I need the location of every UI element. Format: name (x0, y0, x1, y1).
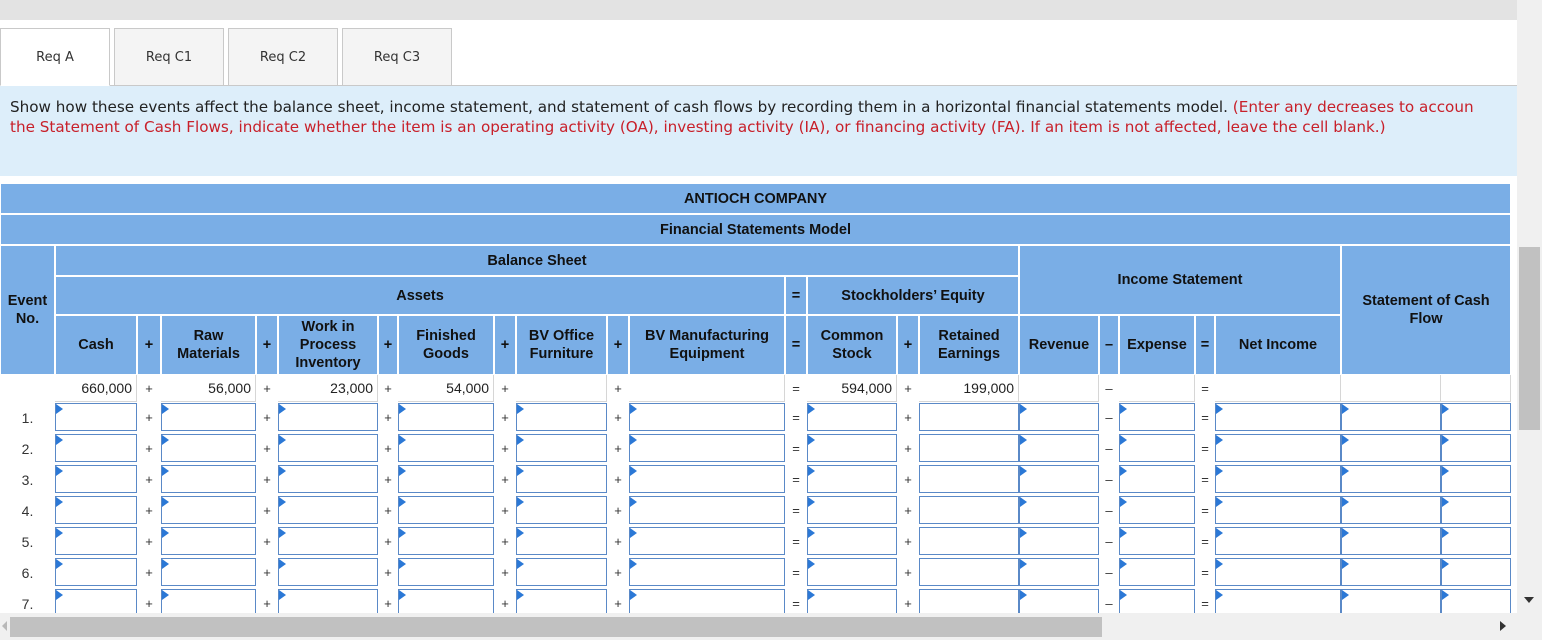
op-minus: – (1099, 495, 1119, 526)
event-expense-input[interactable] (1119, 527, 1195, 555)
scroll-down-icon[interactable] (1524, 597, 1534, 603)
event-raw-materials-input[interactable] (161, 589, 256, 613)
op-plus: + (378, 375, 398, 402)
tab-req-c3[interactable]: Req C3 (342, 28, 452, 86)
event-common-stock-input[interactable] (807, 527, 897, 555)
op-plus: + (897, 375, 919, 402)
event-bv-office-furniture-input[interactable] (516, 589, 607, 613)
equity-header: Stockholders’ Equity (807, 276, 1019, 315)
event-cash-input[interactable] (55, 465, 137, 493)
op-plus: + (137, 433, 161, 464)
op-plus: + (378, 557, 398, 588)
event-cash-flow-amount-input[interactable] (1341, 527, 1441, 555)
begin-raw-materials: 56,000 (161, 375, 256, 402)
event-cash-flow-activity-input[interactable] (1441, 434, 1511, 462)
event-finished-goods-input[interactable] (398, 527, 494, 555)
op-plus: + (607, 464, 629, 495)
col-net-income: Net Income (1215, 315, 1341, 375)
event-retained-earnings-input[interactable] (919, 589, 1019, 613)
event-net-income-input[interactable] (1215, 434, 1341, 462)
op-plus: + (137, 464, 161, 495)
op-plus: + (256, 433, 278, 464)
event-work-in-process-input[interactable] (278, 434, 378, 462)
op-plus: + (897, 557, 919, 588)
event-bv-manufacturing-equipment-input[interactable] (629, 558, 785, 586)
event-raw-materials-input[interactable] (161, 527, 256, 555)
event-revenue-input[interactable] (1019, 589, 1099, 613)
op-plus: + (256, 495, 278, 526)
cash-flow-header: Statement of Cash Flow (1341, 245, 1511, 375)
begin-expense (1119, 375, 1195, 402)
op-plus: + (256, 375, 278, 402)
event-finished-goods-input[interactable] (398, 465, 494, 493)
op-plus: + (897, 588, 919, 613)
event-number: 7. (0, 588, 55, 613)
event-net-income-input[interactable] (1215, 527, 1341, 555)
event-revenue-input[interactable] (1019, 558, 1099, 586)
equals-sign: = (1195, 315, 1215, 375)
event-revenue-input[interactable] (1019, 496, 1099, 524)
col-common-stock: Common Stock (807, 315, 897, 375)
instructions-note-cont: the Statement of Cash Flows, indicate whether the item is an operating activity (OA), investing activity (IA), or financing activity (FA). If an item is not affected, leave the cell blank.) (10, 118, 1386, 136)
event-common-stock-input[interactable] (807, 434, 897, 462)
event-cash-flow-amount-input[interactable] (1341, 434, 1441, 462)
event-bv-office-furniture-input[interactable] (516, 527, 607, 555)
begin-cash-flow-amount (1341, 375, 1441, 402)
event-expense-input[interactable] (1119, 434, 1195, 462)
event-retained-earnings-input[interactable] (919, 465, 1019, 493)
op-plus: + (897, 315, 919, 375)
op-minus: – (1099, 557, 1119, 588)
event-common-stock-input[interactable] (807, 589, 897, 613)
model-title: Financial Statements Model (0, 214, 1511, 245)
event-revenue-input[interactable] (1019, 434, 1099, 462)
event-work-in-process-input[interactable] (278, 465, 378, 493)
begin-work-in-process: 23,000 (278, 375, 378, 402)
event-cash-flow-activity-input[interactable] (1441, 465, 1511, 493)
equals-sign: = (1195, 375, 1215, 402)
event-number: 6. (0, 557, 55, 588)
event-work-in-process-input[interactable] (278, 589, 378, 613)
op-plus: + (494, 402, 516, 433)
instructions-main: Show how these events affect the balance sheet, income statement, and statement of cash flows by recording them in a horizontal financial statements model. (10, 98, 1228, 116)
op-plus: + (494, 315, 516, 375)
op-minus: – (1099, 588, 1119, 613)
tab-req-c1[interactable]: Req C1 (114, 28, 224, 86)
col-retained-earnings: Retained Earnings (919, 315, 1019, 375)
col-finished-goods: Finished Goods (398, 315, 494, 375)
begin-retained-earnings: 199,000 (919, 375, 1019, 402)
event-bv-office-furniture-input[interactable] (516, 403, 607, 431)
col-raw-materials: Raw Materials (161, 315, 256, 375)
event-common-stock-input[interactable] (807, 558, 897, 586)
op-plus: + (256, 557, 278, 588)
op-minus: – (1099, 526, 1119, 557)
event-number: 1. (0, 402, 55, 433)
event-work-in-process-input[interactable] (278, 496, 378, 524)
begin-cash-flow-activity (1441, 375, 1511, 402)
event-number: 3. (0, 464, 55, 495)
equals-sign: = (1195, 433, 1215, 464)
event-finished-goods-input[interactable] (398, 558, 494, 586)
event-net-income-input[interactable] (1215, 403, 1341, 431)
event-cash-flow-activity-input[interactable] (1441, 403, 1511, 431)
op-plus: + (494, 526, 516, 557)
tab-req-c2[interactable]: Req C2 (228, 28, 338, 86)
event-common-stock-input[interactable] (807, 403, 897, 431)
op-plus: + (378, 526, 398, 557)
op-plus: + (607, 557, 629, 588)
op-minus: – (1099, 315, 1119, 375)
equals-sign: = (785, 433, 807, 464)
event-bv-manufacturing-equipment-input[interactable] (629, 527, 785, 555)
event-cash-input[interactable] (55, 527, 137, 555)
col-bv-manufacturing-equipment: BV Manufacturing Equipment (629, 315, 785, 375)
event-common-stock-input[interactable] (807, 496, 897, 524)
op-plus: + (137, 588, 161, 613)
op-plus: + (137, 375, 161, 402)
event-cash-input[interactable] (55, 403, 137, 431)
event-bv-office-furniture-input[interactable] (516, 465, 607, 493)
income-statement-header: Income Statement (1019, 245, 1341, 315)
op-plus: + (378, 315, 398, 375)
op-plus: + (607, 588, 629, 613)
op-plus: + (494, 464, 516, 495)
equals-sign: = (785, 588, 807, 613)
event-number: 5. (0, 526, 55, 557)
event-raw-materials-input[interactable] (161, 403, 256, 431)
event-common-stock-input[interactable] (807, 465, 897, 493)
event-work-in-process-input[interactable] (278, 527, 378, 555)
op-plus: + (137, 315, 161, 375)
event-raw-materials-input[interactable] (161, 496, 256, 524)
op-plus: + (897, 495, 919, 526)
op-plus: + (378, 402, 398, 433)
col-work-in-process: Work in Process Inventory (278, 315, 378, 375)
event-cash-flow-activity-input[interactable] (1441, 496, 1511, 524)
event-raw-materials-input[interactable] (161, 465, 256, 493)
company-title: ANTIOCH COMPANY (0, 183, 1511, 214)
op-plus: + (494, 557, 516, 588)
event-expense-input[interactable] (1119, 465, 1195, 493)
event-revenue-input[interactable] (1019, 403, 1099, 431)
event-cash-flow-amount-input[interactable] (1341, 465, 1441, 493)
event-cash-flow-activity-input[interactable] (1441, 558, 1511, 586)
begin-finished-goods: 54,000 (398, 375, 494, 402)
op-minus: – (1099, 464, 1119, 495)
equals-sign: = (785, 557, 807, 588)
event-cash-input[interactable] (55, 496, 137, 524)
col-expense: Expense (1119, 315, 1195, 375)
begin-bv-manufacturing-equipment (629, 375, 785, 402)
equals-sign: = (1195, 464, 1215, 495)
scroll-right-icon[interactable] (1500, 621, 1506, 631)
event-work-in-process-input[interactable] (278, 558, 378, 586)
op-plus: + (137, 526, 161, 557)
op-minus: – (1099, 433, 1119, 464)
op-plus: + (137, 495, 161, 526)
event-cash-input[interactable] (55, 434, 137, 462)
event-retained-earnings-input[interactable] (919, 403, 1019, 431)
op-plus: + (607, 375, 629, 402)
event-retained-earnings-input[interactable] (919, 527, 1019, 555)
op-plus: + (256, 315, 278, 375)
vertical-scroll-thumb[interactable] (1519, 247, 1540, 430)
op-plus: + (378, 464, 398, 495)
event-finished-goods-input[interactable] (398, 403, 494, 431)
equals-sign: = (785, 402, 807, 433)
op-plus: + (494, 375, 516, 402)
horizontal-scroll-thumb[interactable] (10, 617, 1102, 637)
event-raw-materials-input[interactable] (161, 434, 256, 462)
op-plus: + (897, 526, 919, 557)
op-plus: + (607, 402, 629, 433)
op-plus: + (897, 433, 919, 464)
event-revenue-input[interactable] (1019, 527, 1099, 555)
event-retained-earnings-input[interactable] (919, 434, 1019, 462)
op-plus: + (256, 588, 278, 613)
op-plus: + (494, 495, 516, 526)
op-plus: + (897, 402, 919, 433)
event-net-income-input[interactable] (1215, 589, 1341, 613)
event-cash-flow-activity-input[interactable] (1441, 527, 1511, 555)
event-retained-earnings-input[interactable] (919, 496, 1019, 524)
equals-sign: = (785, 375, 807, 402)
op-plus: + (607, 433, 629, 464)
op-plus: + (256, 402, 278, 433)
op-plus: + (378, 433, 398, 464)
event-finished-goods-input[interactable] (398, 589, 494, 613)
event-bv-manufacturing-equipment-input[interactable] (629, 589, 785, 613)
op-plus: + (378, 495, 398, 526)
equals-sign: = (1195, 588, 1215, 613)
event-net-income-input[interactable] (1215, 496, 1341, 524)
op-plus: + (256, 526, 278, 557)
event-bv-office-furniture-input[interactable] (516, 558, 607, 586)
begin-net-income (1215, 375, 1341, 402)
begin-revenue (1019, 375, 1099, 402)
col-bv-office-furniture: BV Office Furniture (516, 315, 607, 375)
event-bv-manufacturing-equipment-input[interactable] (629, 403, 785, 431)
equals-sign: = (1195, 402, 1215, 433)
event-bv-manufacturing-equipment-input[interactable] (629, 465, 785, 493)
assets-header: Assets (55, 276, 785, 315)
op-plus: + (378, 588, 398, 613)
equals-sign: = (1195, 495, 1215, 526)
event-finished-goods-input[interactable] (398, 434, 494, 462)
event-bv-manufacturing-equipment-input[interactable] (629, 496, 785, 524)
equals-sign: = (785, 464, 807, 495)
event-raw-materials-input[interactable] (161, 558, 256, 586)
op-plus: + (494, 588, 516, 613)
op-plus: + (897, 464, 919, 495)
op-plus: + (607, 315, 629, 375)
event-cash-flow-amount-input[interactable] (1341, 403, 1441, 431)
equals-sign: = (1195, 526, 1215, 557)
equals-sign: = (785, 276, 807, 315)
op-plus: + (137, 557, 161, 588)
op-plus: + (256, 464, 278, 495)
equals-sign: = (785, 526, 807, 557)
event-expense-input[interactable] (1119, 403, 1195, 431)
event-expense-input[interactable] (1119, 558, 1195, 586)
event-bv-office-furniture-input[interactable] (516, 496, 607, 524)
event-bv-manufacturing-equipment-input[interactable] (629, 434, 785, 462)
event-cash-flow-activity-input[interactable] (1441, 589, 1511, 613)
event-cash-flow-amount-input[interactable] (1341, 496, 1441, 524)
event-expense-input[interactable] (1119, 589, 1195, 613)
equals-sign: = (1195, 557, 1215, 588)
event-net-income-input[interactable] (1215, 558, 1341, 586)
event-work-in-process-input[interactable] (278, 403, 378, 431)
op-plus: + (607, 495, 629, 526)
balance-sheet-header: Balance Sheet (55, 245, 1019, 276)
col-cash: Cash (55, 315, 137, 375)
begin-common-stock: 594,000 (807, 375, 897, 402)
event-cash-flow-amount-input[interactable] (1341, 589, 1441, 613)
op-minus: – (1099, 375, 1119, 402)
col-revenue: Revenue (1019, 315, 1099, 375)
scroll-left-icon[interactable] (2, 621, 7, 631)
event-bv-office-furniture-input[interactable] (516, 434, 607, 462)
event-no-header: Event No. (0, 245, 55, 375)
instructions-note: (Enter any decreases to accoun (1227, 98, 1474, 116)
event-net-income-input[interactable] (1215, 465, 1341, 493)
equals-sign: = (785, 315, 807, 375)
event-cash-input[interactable] (55, 558, 137, 586)
event-revenue-input[interactable] (1019, 465, 1099, 493)
tab-req-a[interactable]: Req A (0, 28, 110, 86)
op-minus: – (1099, 402, 1119, 433)
event-cash-flow-amount-input[interactable] (1341, 558, 1441, 586)
begin-bv-office-furniture (516, 375, 607, 402)
begin-cash: 660,000 (55, 375, 137, 402)
event-expense-input[interactable] (1119, 496, 1195, 524)
event-finished-goods-input[interactable] (398, 496, 494, 524)
event-number: 2. (0, 433, 55, 464)
event-retained-earnings-input[interactable] (919, 558, 1019, 586)
event-cash-input[interactable] (55, 589, 137, 613)
op-plus: + (137, 402, 161, 433)
equals-sign: = (785, 495, 807, 526)
event-number: 4. (0, 495, 55, 526)
op-plus: + (494, 433, 516, 464)
op-plus: + (607, 526, 629, 557)
